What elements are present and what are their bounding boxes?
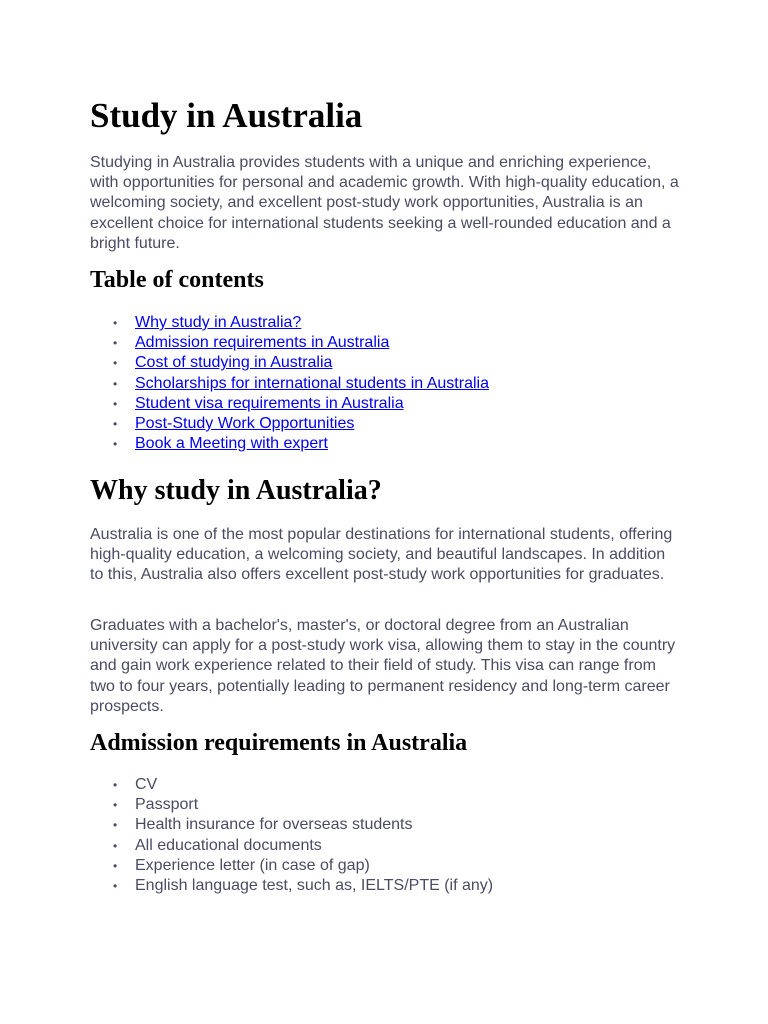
toc-link-scholarships[interactable]: Scholarships for international students in Australia — [135, 374, 489, 392]
bullet-icon: • — [113, 838, 118, 853]
list-item — [90, 876, 690, 896]
bullet-icon: • — [113, 858, 118, 873]
bullet-icon: • — [113, 396, 118, 411]
admission-list — [90, 775, 690, 896]
toc-link-student-visa[interactable]: Student visa requirements in Australia — [135, 394, 404, 412]
toc-link-post-study-work[interactable]: Post-Study Work Opportunities — [135, 414, 355, 432]
list-item — [90, 775, 690, 795]
bullet-icon: • — [113, 376, 118, 391]
why-paragraph-1: Australia is one of the most popular destinations for international students, offering high-quality education, a welcoming society, and beautiful landscapes. In addition to this, Australia also offers excellent post-study work opportunities for graduates. — [90, 526, 673, 584]
toc-link-cost-of-studying[interactable]: Cost of studying in Australia — [135, 354, 333, 372]
toc-link-why-study[interactable]: Why study in Australia? — [135, 314, 302, 331]
bullet-icon: • — [113, 336, 118, 351]
toc-list — [90, 313, 690, 454]
intro-paragraph: Studying in Australia provides students with a unique and enriching experience, with opportunities for personal and academic growth. With high-quality education, a welcoming society, and excellent post-study work opportunities, Australia is an excellent choice for international students seeking a well-rounded education and a bright future. — [90, 154, 679, 252]
page-title: Study in Australia — [90, 96, 363, 135]
admission-item-passport: Passport — [135, 796, 199, 814]
why-paragraph-2: Graduates with a bachelor's, master's, or doctoral degree from an Australian university can apply for a post-study work visa, allowing them to stay in the country and gain work experience related to their field of study. This visa can range from two to four years, potentially leading to permanent residency and long-term career prospects. — [90, 617, 676, 715]
bullet-icon: • — [113, 878, 118, 893]
list-item — [90, 856, 690, 876]
admission-item-cv: CV — [135, 776, 158, 793]
toc-item — [90, 333, 690, 353]
toc-link-book-meeting[interactable]: Book a Meeting with expert — [135, 435, 328, 453]
toc-heading: Table of contents — [90, 267, 264, 293]
bullet-icon: • — [113, 798, 118, 813]
bullet-icon: • — [113, 356, 118, 371]
list-item — [90, 836, 690, 856]
toc-item — [90, 434, 690, 454]
toc-link-admission-requirements[interactable]: Admission requirements in Australia — [135, 334, 390, 352]
admission-item-health-insurance: Health insurance for overseas students — [135, 816, 413, 834]
bullet-icon: • — [113, 818, 118, 833]
toc-item — [90, 414, 690, 434]
bullet-icon: • — [113, 416, 118, 431]
bullet-icon: • — [113, 316, 118, 330]
list-item — [90, 795, 690, 815]
admission-item-educational-documents: All educational documents — [135, 836, 322, 854]
admission-item-english-test: English language test, such as, IELTS/PTE (if any) — [135, 876, 494, 894]
admission-item-experience-letter: Experience letter (in case of gap) — [135, 856, 370, 874]
bullet-icon: • — [113, 778, 118, 792]
toc-item — [90, 313, 690, 333]
toc-item — [90, 353, 690, 373]
admission-heading: Admission requirements in Australia — [90, 730, 468, 756]
list-item — [90, 815, 690, 835]
why-study-heading: Why study in Australia? — [90, 475, 382, 506]
bullet-icon: • — [113, 437, 118, 452]
toc-item — [90, 394, 690, 414]
toc-item — [90, 374, 690, 394]
